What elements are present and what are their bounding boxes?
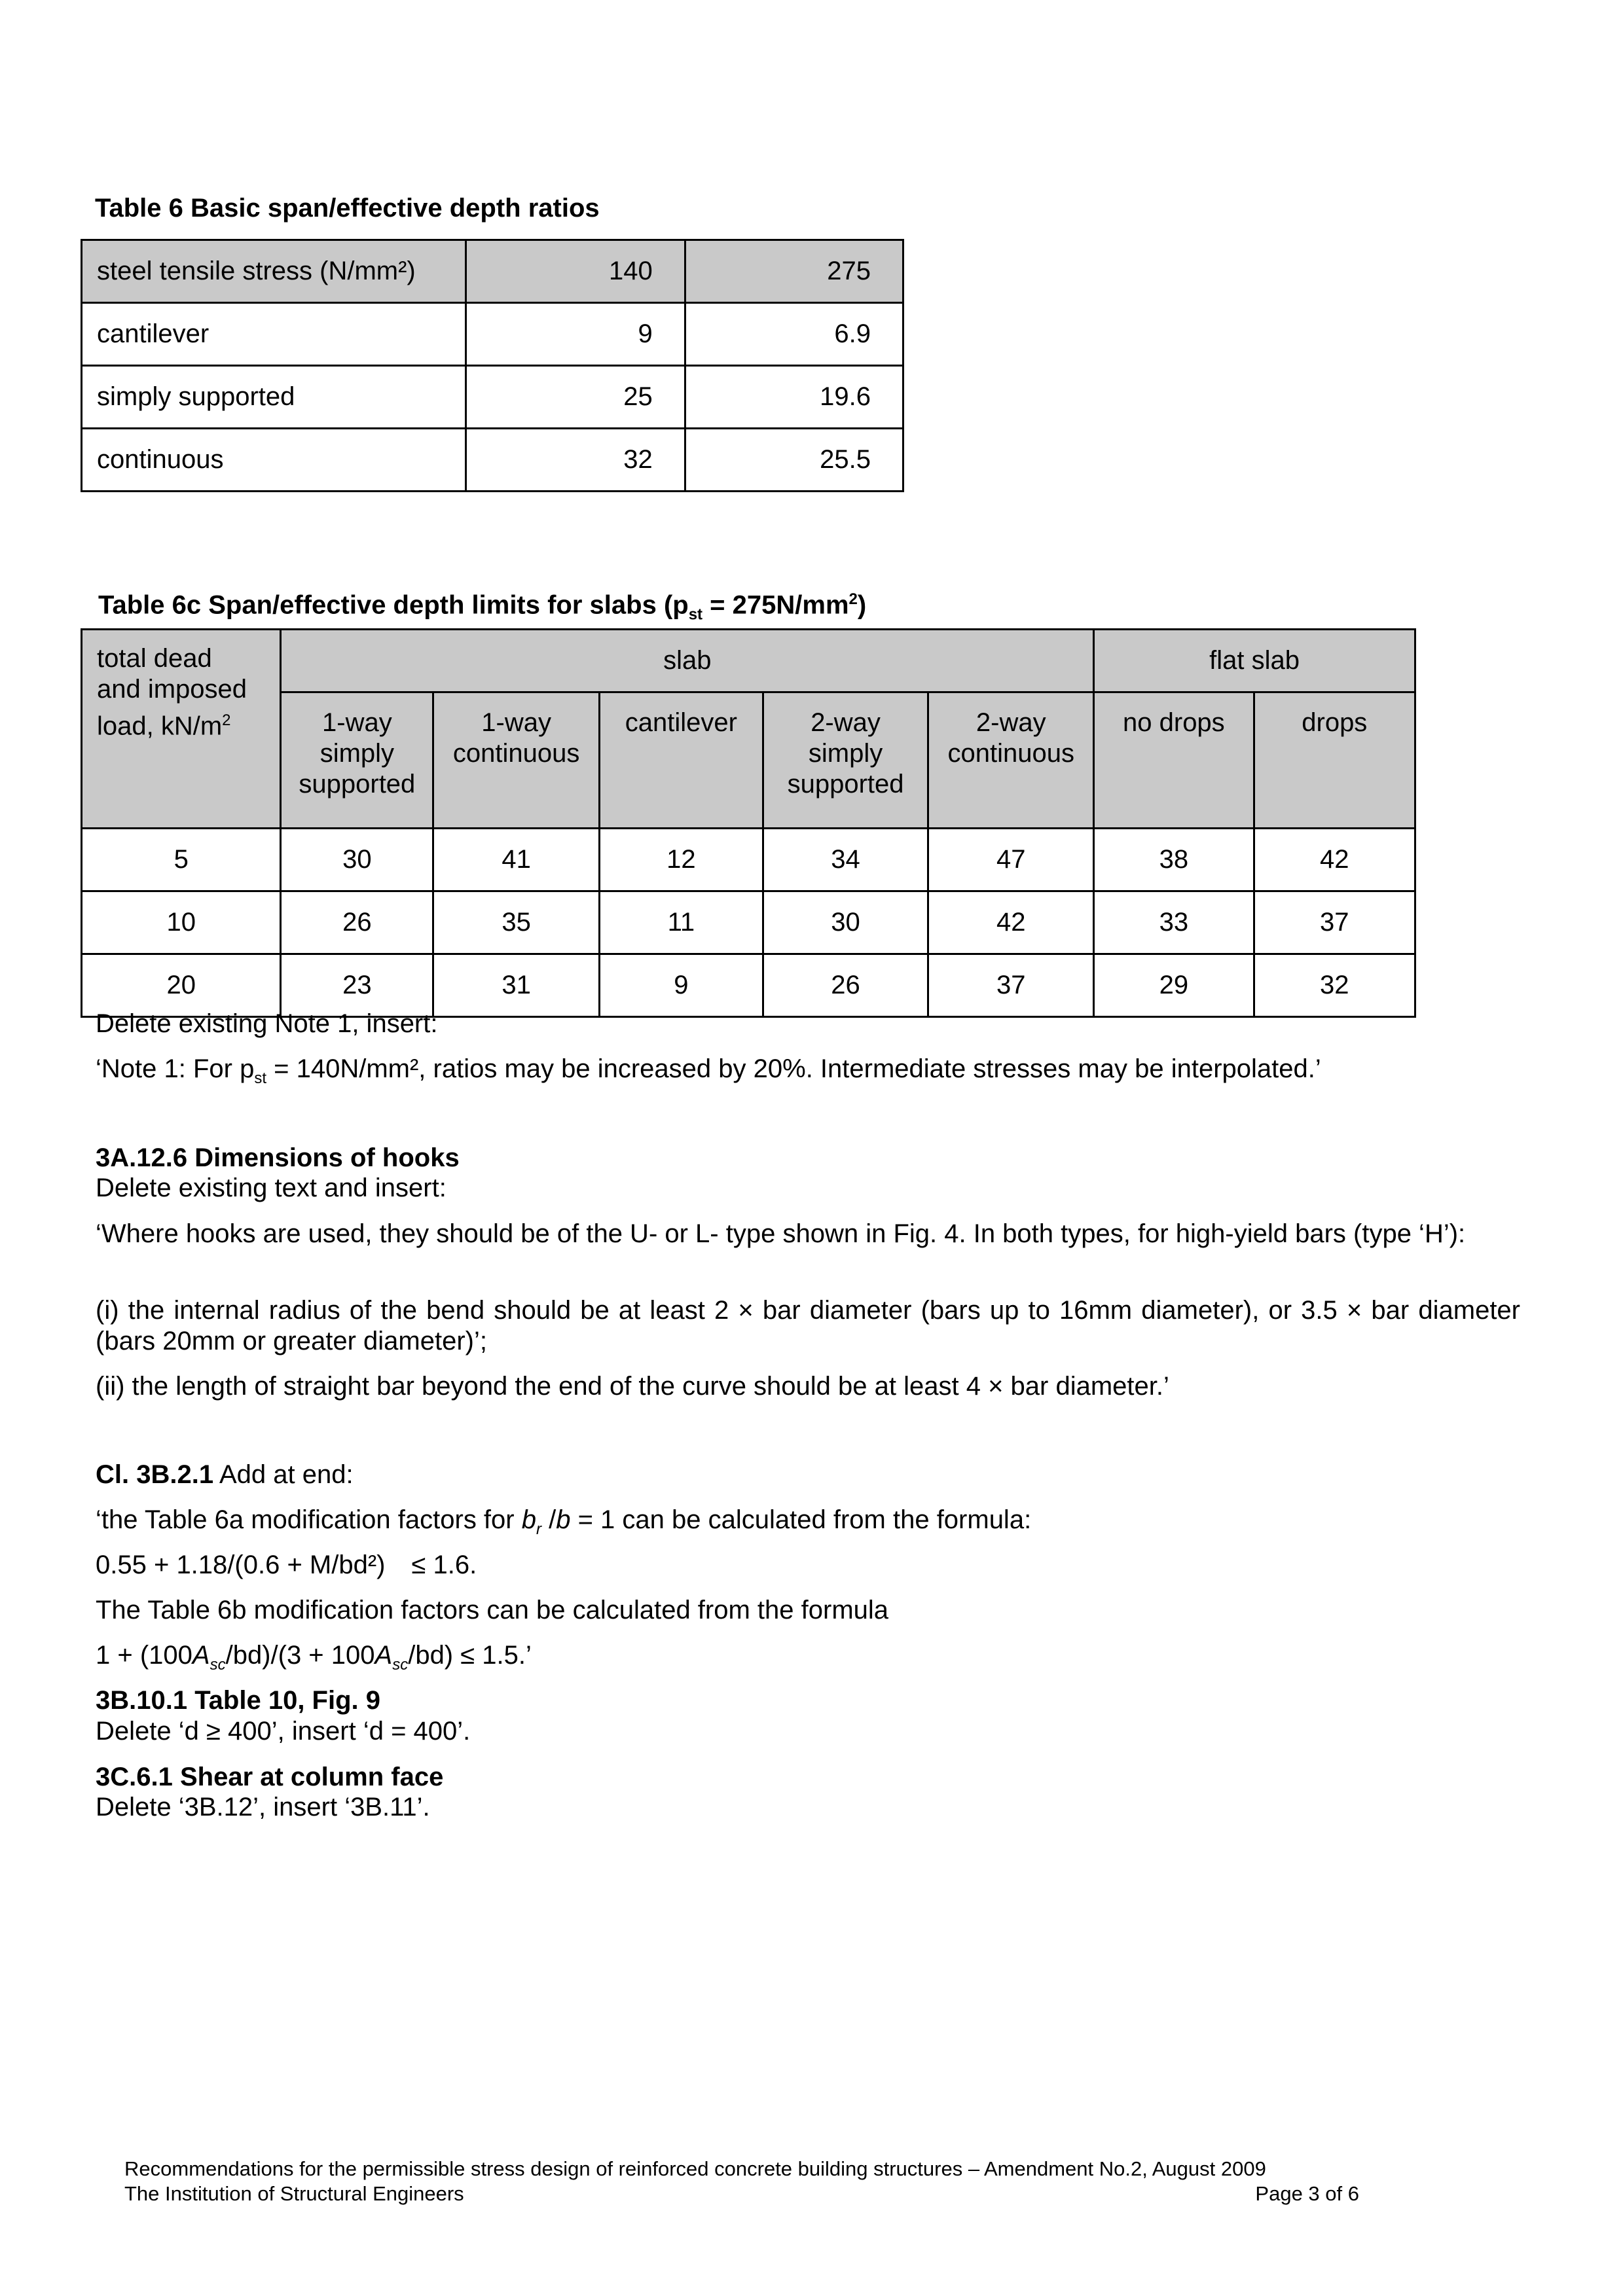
table6c-corner-line2: and imposed	[97, 675, 247, 704]
table6	[81, 239, 904, 492]
table6c-cell: 32	[1254, 954, 1415, 1017]
hooks-intro: Delete existing text and insert:	[96, 1174, 447, 1202]
table-row	[82, 429, 903, 492]
table6c-cell: 26	[281, 891, 433, 954]
cl3b21-formula2: $1 + (100A_{sc}/bd)/(3 + 100A_{sc}/bd) \le 1.5$.’	[96, 1641, 532, 1674]
sec3c61-heading: 3C.6.1 Shear at column face	[96, 1763, 444, 1791]
table6c-cell: 20	[82, 954, 281, 1017]
table6-header-label: steel tensile stress (N/mm²)	[82, 240, 466, 303]
hooks-heading: 3A.12.6 Dimensions of hooks	[96, 1143, 460, 1172]
table6c-title	[98, 584, 866, 630]
table6c-title-end: )	[857, 590, 867, 620]
table6-header-275: 275	[685, 240, 903, 303]
footer-page-number: Page 3 of 6	[1255, 2182, 1359, 2205]
table6c-corner-line1: total dead	[97, 644, 212, 673]
note-text: ‘Note 1: For $p_{st} = 140N/mm^2$, ratios may be increased by 20%. Intermediate stresses may be interpolated.’	[96, 1054, 1321, 1087]
table6-title: Table 6 Basic span/effective depth ratios	[95, 194, 600, 223]
sec3b101-heading: 3B.10.1 Table 10, Fig. 9	[96, 1686, 380, 1715]
table6c-title-sub: st	[688, 605, 703, 624]
table6-header-row	[82, 240, 903, 303]
table6-row-label: continuous	[82, 429, 466, 492]
table6c-title-main: Table 6c Span/effective depth limits for slabs (p	[98, 590, 689, 620]
table6c-cell: 37	[1254, 891, 1415, 954]
table6c	[81, 628, 1416, 1018]
table6c-cell: 10	[82, 891, 281, 954]
table6c-cell: 34	[763, 829, 928, 891]
table6c-title-sup: 2	[848, 590, 858, 608]
table6c-group-row	[82, 630, 1415, 692]
table6c-cell: 9	[600, 954, 763, 1017]
cl3b21-formula1: 0.55 + 1.18/(0.6 + M/bd²) ≤ 1.6.	[96, 1551, 477, 1579]
table6c-title-mid: = 275N/mm	[702, 590, 849, 620]
table6c-corner-line3: load, kN/m	[97, 711, 223, 741]
table-row	[82, 366, 903, 429]
table6c-cell: 29	[1094, 954, 1254, 1017]
table6c-cell: 38	[1094, 829, 1254, 891]
table6-cell: 19.6	[685, 366, 903, 429]
note-delete-line: Delete existing Note 1, insert:	[96, 1009, 438, 1038]
hooks-paragraph-1: ‘Where hooks are used, they should be of the U- or L- type shown in Fig. 4. In both types, for high-yield bars (type ‘H’):	[96, 1219, 1466, 1248]
table6c-col-header: 1-way simply supported	[281, 692, 433, 829]
table6c-cell: 5	[82, 829, 281, 891]
table6c-group-flat-slab: flat slab	[1094, 630, 1415, 692]
table6-row-label: simply supported	[82, 366, 466, 429]
cl3b21-line2: The Table 6b modification factors can be calculated from the formula	[96, 1596, 889, 1624]
table6c-cell: 33	[1094, 891, 1254, 954]
cl3b21-line1: ‘the Table 6a modification factors for $b_r$ /b = 1 can be calculated from the formula:	[96, 1505, 1032, 1538]
table6c-col-header: 1-way continuous	[433, 692, 600, 829]
table6c-cell: 30	[763, 891, 928, 954]
table6c-cell: 42	[928, 891, 1094, 954]
table6-header-140: 140	[465, 240, 685, 303]
table-row	[82, 303, 903, 366]
table6c-cell: 12	[600, 829, 763, 891]
table6c-cell: 37	[928, 954, 1094, 1017]
table6c-cell: 26	[763, 954, 928, 1017]
footer-line2: The Institution of Structural Engineers	[124, 2182, 464, 2205]
cl3b21-heading: Cl. 3B.2.1 Add at end:	[96, 1460, 354, 1489]
table6-cell: 25.5	[685, 429, 903, 492]
table6-cell: 6.9	[685, 303, 903, 366]
sec3c61-text: Delete ‘3B.12’, insert ‘3B.11’.	[96, 1793, 430, 1821]
table-row	[82, 891, 1415, 954]
table6c-cell: 47	[928, 829, 1094, 891]
table6-row-label: cantilever	[82, 303, 466, 366]
table6c-cell: 42	[1254, 829, 1415, 891]
hooks-paragraph-3: (ii) the length of straight bar beyond the end of the curve should be at least 4 × bar diameter.’	[96, 1372, 1169, 1401]
table6c-col-header: cantilever	[600, 692, 763, 829]
table6c-cell: 31	[433, 954, 600, 1017]
table6c-corner-sup: 2	[222, 711, 231, 729]
table6c-col-header: 2-way continuous	[928, 692, 1094, 829]
table-row	[82, 954, 1415, 1017]
hooks-paragraph-2: (i) the internal radius of the bend should be at least 2 × bar diameter (bars up to 16mm diameter), or 3.5 × bar diameter (bars 20mm or greater diameter)’;	[96, 1296, 1520, 1355]
table6c-cell: 11	[600, 891, 763, 954]
table6-cell: 25	[465, 366, 685, 429]
table6c-cell: 41	[433, 829, 600, 891]
table6-cell: 32	[465, 429, 685, 492]
table6c-col-header: drops	[1254, 692, 1415, 829]
table6c-col-header: 2-way simply supported	[763, 692, 928, 829]
table6c-cell: 35	[433, 891, 600, 954]
table6-cell: 9	[465, 303, 685, 366]
sec3b101-text: Delete ‘d ≥ 400’, insert ‘d = 400’.	[96, 1717, 471, 1746]
table6c-col-header-row	[82, 692, 1415, 829]
table-row	[82, 829, 1415, 891]
table6c-cell: 23	[281, 954, 433, 1017]
table6c-col-header: no drops	[1094, 692, 1254, 829]
table6c-group-slab: slab	[281, 630, 1094, 692]
footer-line1: Recommendations for the permissible stress design of reinforced concrete building structures – Amendment No.2, August 2009	[124, 2157, 1266, 2180]
table6c-cell: 30	[281, 829, 433, 891]
table6c-corner	[82, 630, 281, 829]
